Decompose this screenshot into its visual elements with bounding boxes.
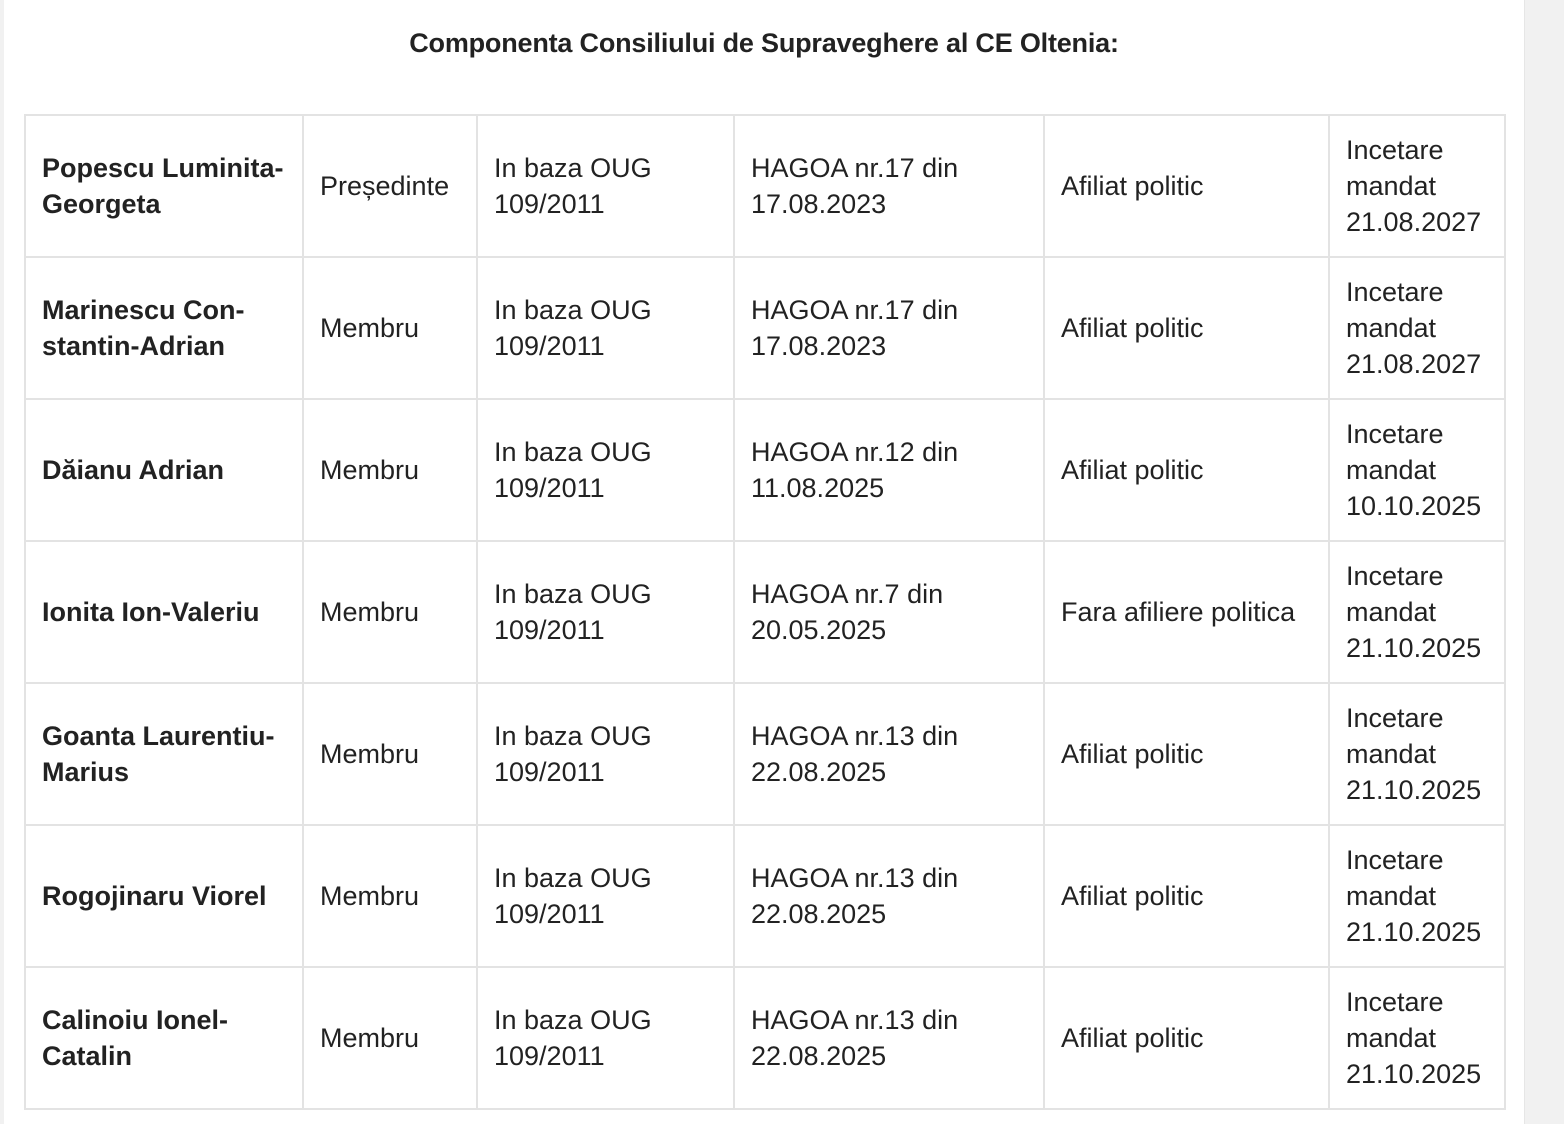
appointment-decision-line: 17.08.2023 (751, 189, 887, 219)
mandate-end-line: mandat (1346, 881, 1437, 911)
appointment-decision-line: 22.08.2025 (751, 899, 887, 929)
appointment-decision-cell (734, 115, 1044, 257)
member-name-line: stantin-Adrian (42, 331, 226, 361)
page-content (4, 0, 1524, 1124)
legal-basis-cell (477, 399, 734, 541)
political-affiliation-cell (1044, 683, 1329, 825)
member-name-line: Calinoiu Ionel- (42, 1005, 228, 1035)
mandate-end-line: mandat (1346, 171, 1437, 201)
member-name-line: Rogojinaru Viorel (42, 881, 267, 911)
legal-basis-cell (477, 967, 734, 1109)
political-affiliation: Afiliat politic (1061, 739, 1204, 769)
mandate-end-line: Incetare (1346, 845, 1444, 875)
political-affiliation: Afiliat politic (1061, 1023, 1204, 1053)
mandate-end-cell (1329, 115, 1505, 257)
member-role-cell (303, 683, 477, 825)
table-row (25, 683, 1505, 825)
member-role: Membru (320, 881, 420, 911)
legal-basis-line: In baza OUG (494, 153, 652, 183)
mandate-end-line: 10.10.2025 (1346, 491, 1482, 521)
member-name-cell (25, 115, 303, 257)
mandate-end-line: 21.08.2027 (1346, 349, 1482, 379)
political-affiliation-cell (1044, 399, 1329, 541)
member-name-line: Popescu Luminita- (42, 153, 284, 183)
appointment-decision-line: HAGOA nr.13 din (751, 721, 959, 751)
appointment-decision-line: HAGOA nr.12 din (751, 437, 959, 467)
political-affiliation-cell (1044, 257, 1329, 399)
member-role-cell (303, 115, 477, 257)
legal-basis-line: 109/2011 (494, 615, 605, 645)
mandate-end-line: 21.10.2025 (1346, 775, 1482, 805)
member-role-cell (303, 825, 477, 967)
mandate-end-cell (1329, 257, 1505, 399)
scrollbar-track[interactable] (1524, 0, 1564, 1124)
legal-basis-cell (477, 115, 734, 257)
appointment-decision-line: 17.08.2023 (751, 331, 887, 361)
appointment-decision-line: 22.08.2025 (751, 1041, 887, 1071)
member-name-line: Goanta Laurentiu- (42, 721, 275, 751)
legal-basis-line: In baza OUG (494, 579, 652, 609)
legal-basis-cell (477, 825, 734, 967)
member-role: Membru (320, 455, 420, 485)
mandate-end-line: mandat (1346, 313, 1437, 343)
legal-basis-line: In baza OUG (494, 1005, 652, 1035)
member-role: Membru (320, 597, 420, 627)
member-name-cell (25, 825, 303, 967)
appointment-decision-line: HAGOA nr.17 din (751, 153, 959, 183)
mandate-end-cell (1329, 541, 1505, 683)
appointment-decision-line: 20.05.2025 (751, 615, 887, 645)
legal-basis-line: In baza OUG (494, 721, 652, 751)
legal-basis-line: 109/2011 (494, 1041, 605, 1071)
political-affiliation-cell (1044, 541, 1329, 683)
appointment-decision-cell (734, 825, 1044, 967)
appointment-decision-line: HAGOA nr.7 din (751, 579, 944, 609)
member-name-cell (25, 257, 303, 399)
legal-basis-line: In baza OUG (494, 863, 652, 893)
table-row (25, 825, 1505, 967)
member-name-line: Catalin (42, 1041, 133, 1071)
table-row (25, 541, 1505, 683)
legal-basis-line: 109/2011 (494, 757, 605, 787)
appointment-decision-cell (734, 541, 1044, 683)
legal-basis-line: 109/2011 (494, 189, 605, 219)
page-title: Componenta Consiliului de Supraveghere al CE Oltenia: (409, 28, 1119, 58)
political-affiliation: Afiliat politic (1061, 455, 1204, 485)
mandate-end-line: mandat (1346, 739, 1437, 769)
legal-basis-line: 109/2011 (494, 899, 605, 929)
table-row (25, 399, 1505, 541)
legal-basis-cell (477, 257, 734, 399)
appointment-decision-line: HAGOA nr.13 din (751, 1005, 959, 1035)
mandate-end-line: Incetare (1346, 561, 1444, 591)
mandate-end-line: Incetare (1346, 419, 1444, 449)
appointment-decision-line: HAGOA nr.17 din (751, 295, 959, 325)
mandate-end-line: Incetare (1346, 703, 1444, 733)
member-role: Membru (320, 313, 420, 343)
appointment-decision-cell (734, 967, 1044, 1109)
member-role-cell (303, 257, 477, 399)
political-affiliation: Afiliat politic (1061, 171, 1204, 201)
member-name-line: Dăianu Adrian (42, 455, 225, 485)
legal-basis-line: In baza OUG (494, 437, 652, 467)
mandate-end-line: 21.10.2025 (1346, 633, 1482, 663)
legal-basis-cell (477, 541, 734, 683)
mandate-end-line: Incetare (1346, 277, 1444, 307)
member-name-cell (25, 967, 303, 1109)
member-role-cell (303, 967, 477, 1109)
mandate-end-cell (1329, 967, 1505, 1109)
legal-basis-line: 109/2011 (494, 331, 605, 361)
member-role: Membru (320, 739, 420, 769)
member-name-cell (25, 399, 303, 541)
political-affiliation-cell (1044, 825, 1329, 967)
member-role: Membru (320, 1023, 420, 1053)
table-row (25, 115, 1505, 257)
political-affiliation: Afiliat politic (1061, 313, 1204, 343)
mandate-end-cell (1329, 399, 1505, 541)
mandate-end-line: Incetare (1346, 135, 1444, 165)
member-name-line: Georgeta (42, 189, 161, 219)
appointment-decision-cell (734, 399, 1044, 541)
mandate-end-cell (1329, 825, 1505, 967)
mandate-end-line: mandat (1346, 597, 1437, 627)
table-body (25, 115, 1505, 1109)
member-name-cell (25, 541, 303, 683)
member-name-line: Marius (42, 757, 130, 787)
table-row (25, 967, 1505, 1109)
legal-basis-line: 109/2011 (494, 473, 605, 503)
member-name-line: Marinescu Con- (42, 295, 245, 325)
member-role-cell (303, 541, 477, 683)
mandate-end-line: 21.08.2027 (1346, 207, 1482, 237)
mandate-end-line: 21.10.2025 (1346, 917, 1482, 947)
legal-basis-line: In baza OUG (494, 295, 652, 325)
table-row (25, 257, 1505, 399)
appointment-decision-line: 22.08.2025 (751, 757, 887, 787)
legal-basis-cell (477, 683, 734, 825)
member-name-cell (25, 683, 303, 825)
appointment-decision-line: HAGOA nr.13 din (751, 863, 959, 893)
mandate-end-line: mandat (1346, 455, 1437, 485)
member-name-line: Ionita Ion-Valeriu (42, 597, 260, 627)
member-role: Președinte (320, 171, 450, 201)
appointment-decision-cell (734, 683, 1044, 825)
mandate-end-cell (1329, 683, 1505, 825)
appointment-decision-line: 11.08.2025 (751, 473, 885, 503)
mandate-end-line: Incetare (1346, 987, 1444, 1017)
mandate-end-line: mandat (1346, 1023, 1437, 1053)
appointment-decision-cell (734, 257, 1044, 399)
political-affiliation-cell (1044, 967, 1329, 1109)
political-affiliation: Afiliat politic (1061, 881, 1204, 911)
member-role-cell (303, 399, 477, 541)
political-affiliation-cell (1044, 115, 1329, 257)
mandate-end-line: 21.10.2025 (1346, 1059, 1482, 1089)
supervisory-board-table (24, 114, 1506, 1110)
political-affiliation: Fara afiliere politica (1061, 597, 1296, 627)
